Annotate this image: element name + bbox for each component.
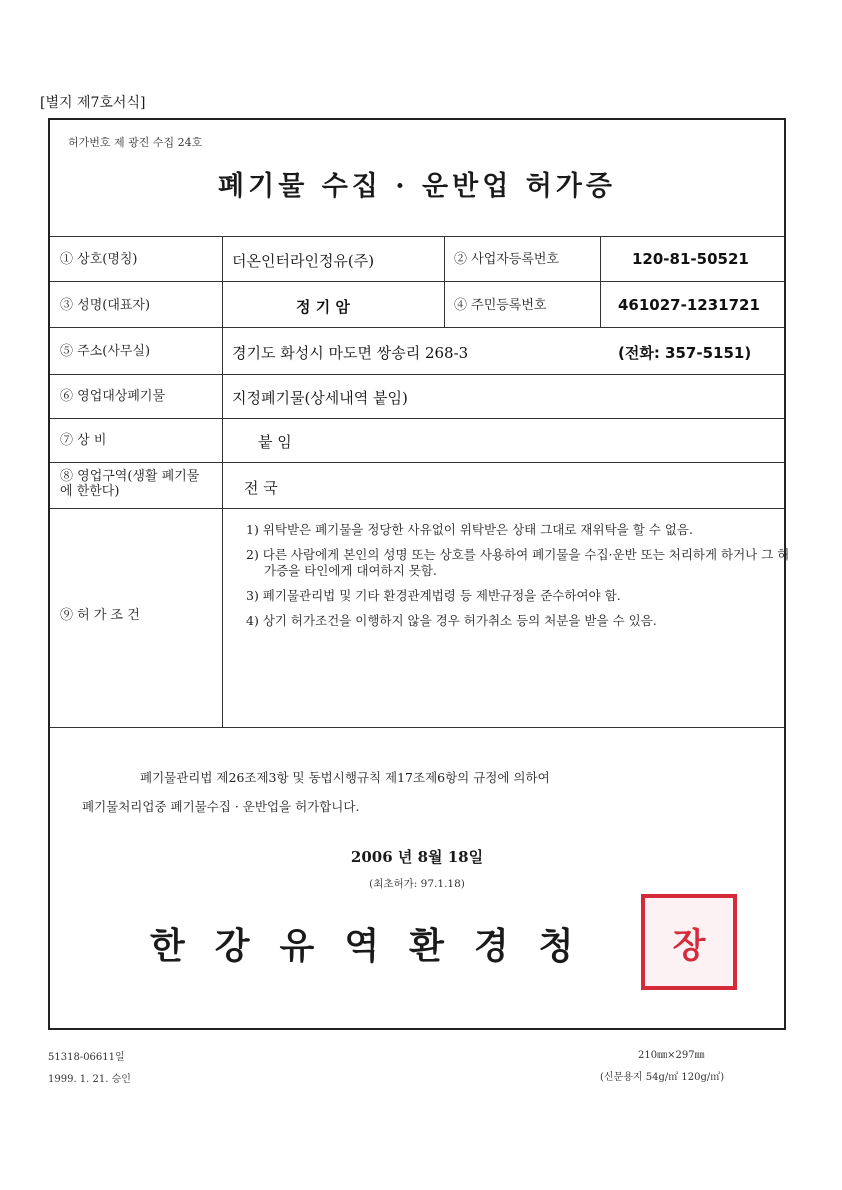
facility-value: 붙 임: [258, 433, 292, 451]
document-title: 폐기물 수집 · 운반업 허가증: [218, 171, 616, 202]
condition-item: 4) 상기 허가조건을 이행하지 않을 경우 허가취소 등의 처분을 받을 수 있음.: [246, 613, 657, 628]
waste-type-value: 지정폐기물(상세내역 붙임): [232, 389, 408, 407]
row-divider: [50, 281, 784, 282]
representative-label: ③ 성명(대표자): [60, 298, 151, 313]
trade-name-value: 더온인터라인정유(주): [232, 252, 375, 270]
row-divider: [50, 508, 784, 509]
conditions-list: [232, 522, 791, 638]
waste-type-label: ⑥ 영업대상폐기물: [60, 389, 166, 404]
business-area-label: ⑧ 영업구역(생활 폐기물에 한한다): [60, 469, 200, 499]
issue-date: 2006 년 8월 18일: [350, 848, 484, 866]
column-divider: [600, 236, 601, 327]
permit-number: 허가번호 제 광진 수집 24호: [68, 136, 203, 149]
condition-item: 2) 다른 사람에게 본인의 성명 또는 상호를 사용하여 폐기물을 수집·운반 또는 처리하게 하거나 그 허가증을 타인에게 대여하지 못함.: [246, 547, 790, 578]
resident-no-label: ④ 주민등록번호: [454, 298, 547, 313]
business-area-value: 전 국: [244, 479, 278, 497]
conditions-label: ⑨ 허 가 조 건: [60, 608, 140, 623]
legal-text-line1: 폐기물관리법 제26조제3항 및 동법시행규칙 제17조제6항의 규정에 의하여: [140, 770, 550, 785]
condition-item: 3) 폐기물관리법 및 기타 환경관계법령 등 제반규정을 준수하여야 함.: [246, 588, 621, 603]
business-reg-value: 120-81-50521: [632, 250, 749, 268]
footer-paper-size: 210㎜×297㎜: [638, 1050, 705, 1061]
address-value: 경기도 화성시 마도면 쌍송리 268-3: [232, 344, 469, 362]
legal-text-line2: 폐기물처리업중 폐기물수집 · 운반업을 허가합니다.: [82, 799, 360, 814]
phone-value: (전화: 357-5151): [618, 344, 752, 362]
form-tag: [별지 제7호서식]: [40, 95, 146, 111]
resident-no-value: 461027-1231721: [618, 296, 760, 314]
row-divider: [50, 327, 784, 328]
row-divider: [50, 374, 784, 375]
issuer-name: 한강유역환경청: [150, 926, 604, 967]
business-reg-label: ② 사업자등록번호: [454, 252, 560, 267]
column-divider: [444, 236, 445, 327]
footer-approval: 1999. 1. 21. 승인: [48, 1074, 131, 1085]
footer-form-number: 51318-06611일: [48, 1052, 125, 1063]
table-bottom-line: [50, 727, 784, 728]
label-column-divider: [222, 236, 223, 727]
address-label: ⑤ 주소(사무실): [60, 344, 151, 359]
first-permit-date: (최초허가: 97.1.18): [369, 878, 465, 890]
footer-paper-type: (신문용지 54g/㎡ 120g/㎡): [600, 1072, 725, 1083]
trade-name-label: ① 상호(명칭): [60, 252, 138, 267]
table-top-line: [50, 236, 784, 237]
official-seal: 장: [641, 894, 737, 990]
row-divider: [50, 462, 784, 463]
condition-item: 1) 위탁받은 폐기물을 정당한 사유없이 위탁받은 상태 그대로 재위탁을 할 수 없음.: [246, 522, 693, 537]
representative-value: 정 기 암: [296, 298, 350, 316]
row-divider: [50, 418, 784, 419]
facility-label: ⑦ 상 비: [60, 433, 107, 448]
